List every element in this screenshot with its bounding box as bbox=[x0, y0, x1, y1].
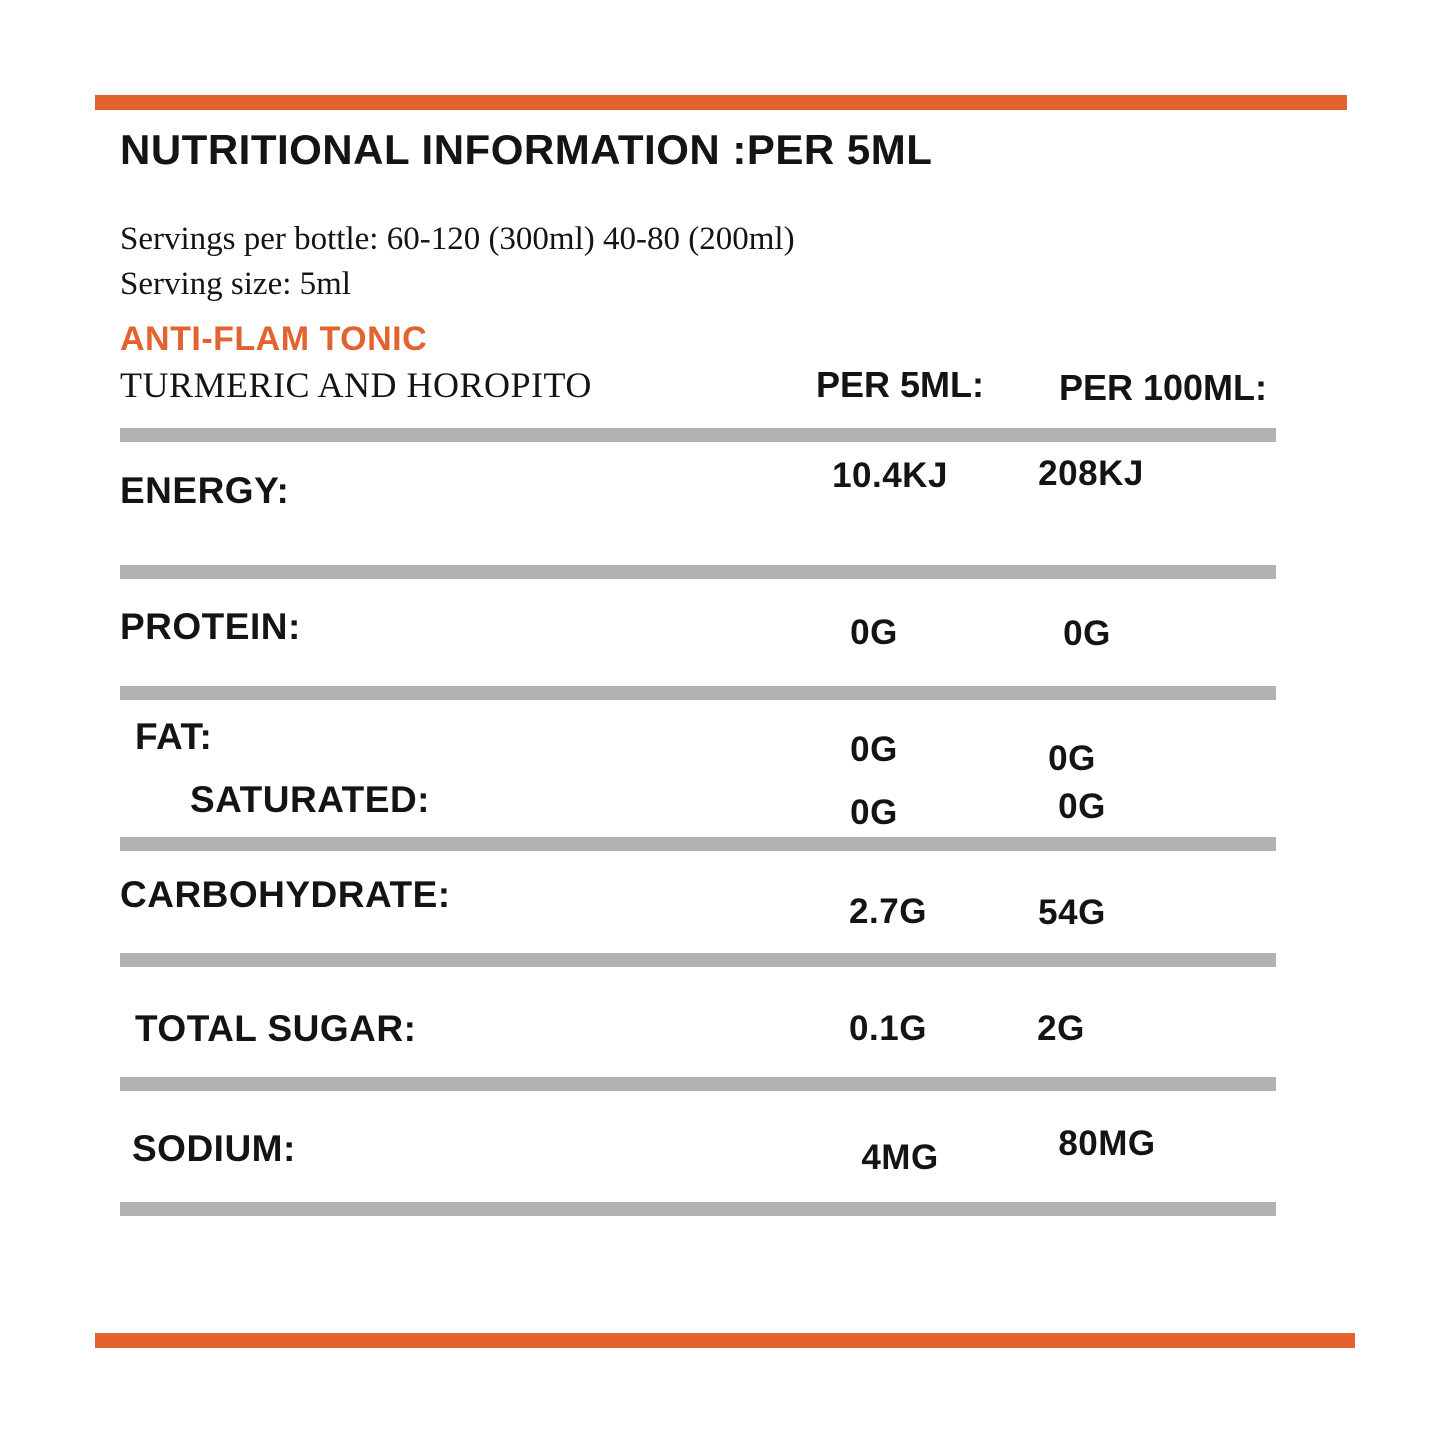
row-label-saturated: SATURATED: bbox=[190, 779, 430, 820]
row-value-carbohydrate-per-100ml: 54G bbox=[1038, 893, 1106, 932]
row-value-protein-per-5ml: 0G bbox=[850, 613, 898, 652]
row-label-fat: FAT: bbox=[135, 716, 213, 757]
row-label-protein: PROTEIN: bbox=[120, 606, 301, 647]
row-label-sodium: SODIUM: bbox=[132, 1128, 296, 1169]
row-label-carbohydrate: CARBOHYDRATE: bbox=[120, 874, 451, 915]
row-value-saturated-per-5ml: 0G bbox=[850, 793, 898, 832]
row-label-total-sugar: TOTAL SUGAR: bbox=[135, 1008, 417, 1049]
row-value-total-sugar-per-100ml: 2G bbox=[1037, 1009, 1085, 1048]
serving-size-line: Serving size: 5ml bbox=[120, 266, 351, 302]
row-value-fat-per-5ml: 0G bbox=[850, 730, 898, 769]
column-header-per-5ml: PER 5ML: bbox=[815, 364, 985, 405]
row-value-energy-per-5ml: 10.4KJ bbox=[832, 456, 948, 495]
divider bbox=[120, 565, 1276, 579]
row-value-sodium-per-100ml: 80MG bbox=[1058, 1124, 1156, 1163]
product-subtitle: TURMERIC AND HOROPITO bbox=[120, 365, 592, 405]
row-label-energy: ENERGY: bbox=[120, 470, 290, 511]
product-name: ANTI-FLAM TONIC bbox=[120, 320, 428, 358]
divider bbox=[120, 686, 1276, 700]
row-value-carbohydrate-per-5ml: 2.7G bbox=[849, 892, 927, 931]
divider bbox=[120, 837, 1276, 851]
row-value-saturated-per-100ml: 0G bbox=[1058, 787, 1106, 826]
column-header-per-100ml: PER 100ML: bbox=[1058, 367, 1268, 408]
divider bbox=[120, 428, 1276, 442]
row-value-fat-per-100ml: 0G bbox=[1048, 739, 1096, 778]
page-title: NUTRITIONAL INFORMATION :PER 5ML bbox=[120, 126, 933, 173]
divider bbox=[120, 1077, 1276, 1091]
servings-per-bottle-line: Servings per bottle: 60-120 (300ml) 40-80 (200ml) bbox=[120, 221, 795, 257]
row-value-sodium-per-5ml: 4MG bbox=[861, 1138, 939, 1177]
top-accent-bar bbox=[95, 95, 1347, 110]
row-value-protein-per-100ml: 0G bbox=[1063, 614, 1111, 653]
row-value-total-sugar-per-5ml: 0.1G bbox=[849, 1009, 927, 1048]
divider bbox=[120, 1202, 1276, 1216]
divider bbox=[120, 953, 1276, 967]
bottom-accent-bar bbox=[95, 1333, 1355, 1348]
row-value-energy-per-100ml: 208KJ bbox=[1038, 454, 1144, 493]
